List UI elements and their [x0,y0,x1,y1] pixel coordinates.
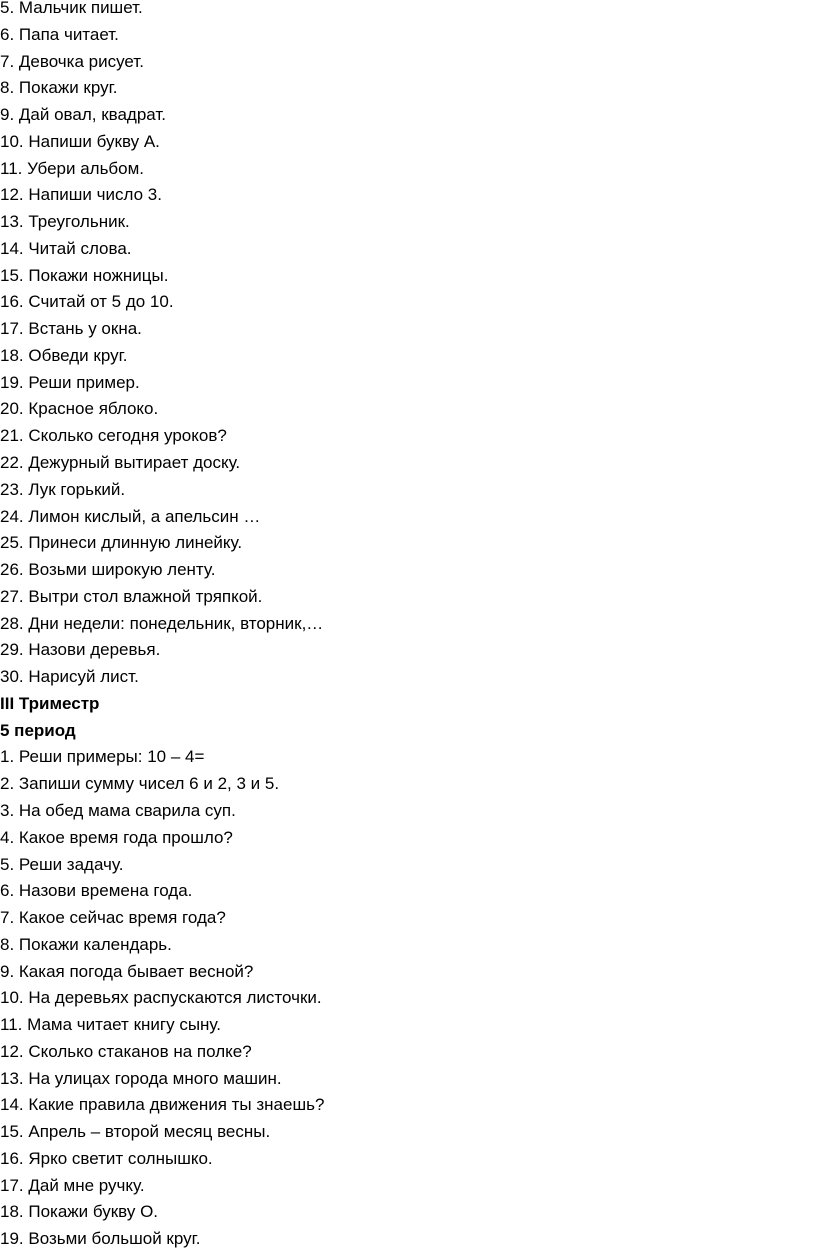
list-item: 1. Реши примеры: 10 – 4= [0,747,205,767]
list-item: 29. Назови деревья. [0,640,161,660]
list-item: 17. Дай мне ручку. [0,1175,145,1195]
list-item: 7. Какое сейчас время года? [0,908,226,928]
list-item: 25. Принеси длинную линейку. [0,533,243,553]
list-item: 30. Нарисуй лист. [0,667,139,687]
list-item: 17. Встань у окна. [0,319,142,339]
list-item: 24. Лимон кислый, а апельсин … [0,506,261,526]
list-item: 23. Лук горький. [0,479,126,499]
list-item: 14. Читай слова. [0,238,132,258]
list-item: 8. Покажи круг. [0,78,118,98]
list-item: 18. Покажи букву О. [0,1202,159,1222]
list-item: 13. На улицах города много машин. [0,1068,282,1088]
list-item: 27. Вытри стол влажной тряпкой. [0,586,263,606]
list-item: 10. Напиши букву А. [0,131,160,151]
list-item: 11. Мама читает книгу сыну. [0,1015,221,1035]
list-item: 9. Дай овал, квадрат. [0,105,167,125]
list-item: 2. Запиши сумму чисел 6 и 2, 3 и 5. [0,774,280,794]
list-item: 16. Ярко светит солнышко. [0,1148,213,1168]
list-item: 18. Обведи круг. [0,345,128,365]
list-item: 7. Девочка рисует. [0,51,144,71]
list-item: 5. Мальчик пишет. [0,0,143,17]
list-item: 12. Напиши число 3. [0,185,162,205]
list-item: 20. Красное яблоко. [0,399,159,419]
list-item: 4. Какое время года прошло? [0,827,233,847]
list-item: 16. Считай от 5 до 10. [0,292,174,312]
list-section-b [0,744,816,1253]
list-item: 15. Покажи ножницы. [0,265,169,285]
list-item: 3. На обед мама сварила суп. [0,800,236,820]
list-item: 8. Покажи календарь. [0,934,172,954]
period-heading: 5 период [0,720,76,740]
list-item: 6. Папа читает. [0,24,119,44]
trimester-heading: III Триместр [0,693,100,713]
list-item: 10. На деревьях распускаются листочки. [0,988,322,1008]
list-item: 19. Реши пример. [0,372,140,392]
list-item: 28. Дни недели: понедельник, вторник,… [0,613,324,633]
list-item: 9. Какая погода бывает весной? [0,961,254,981]
list-item: 22. Дежурный вытирает доску. [0,453,241,473]
list-item: 19. Возьми большой круг. [0,1229,201,1249]
list-item: 11. Убери альбом. [0,158,145,178]
list-item: 5. Реши задачу. [0,854,124,874]
list-item: 13. Треугольник. [0,212,130,232]
list-item: 15. Апрель – второй месяц весны. [0,1122,271,1142]
list-item: 6. Назови времена года. [0,881,193,901]
list-item: 12. Сколько стаканов на полке? [0,1041,252,1061]
list-item: 26. Возьми широкую ленту. [0,560,216,580]
list-item: 14. Какие правила движения ты знаешь? [0,1095,325,1115]
list-item: 21. Сколько сегодня уроков? [0,426,227,446]
